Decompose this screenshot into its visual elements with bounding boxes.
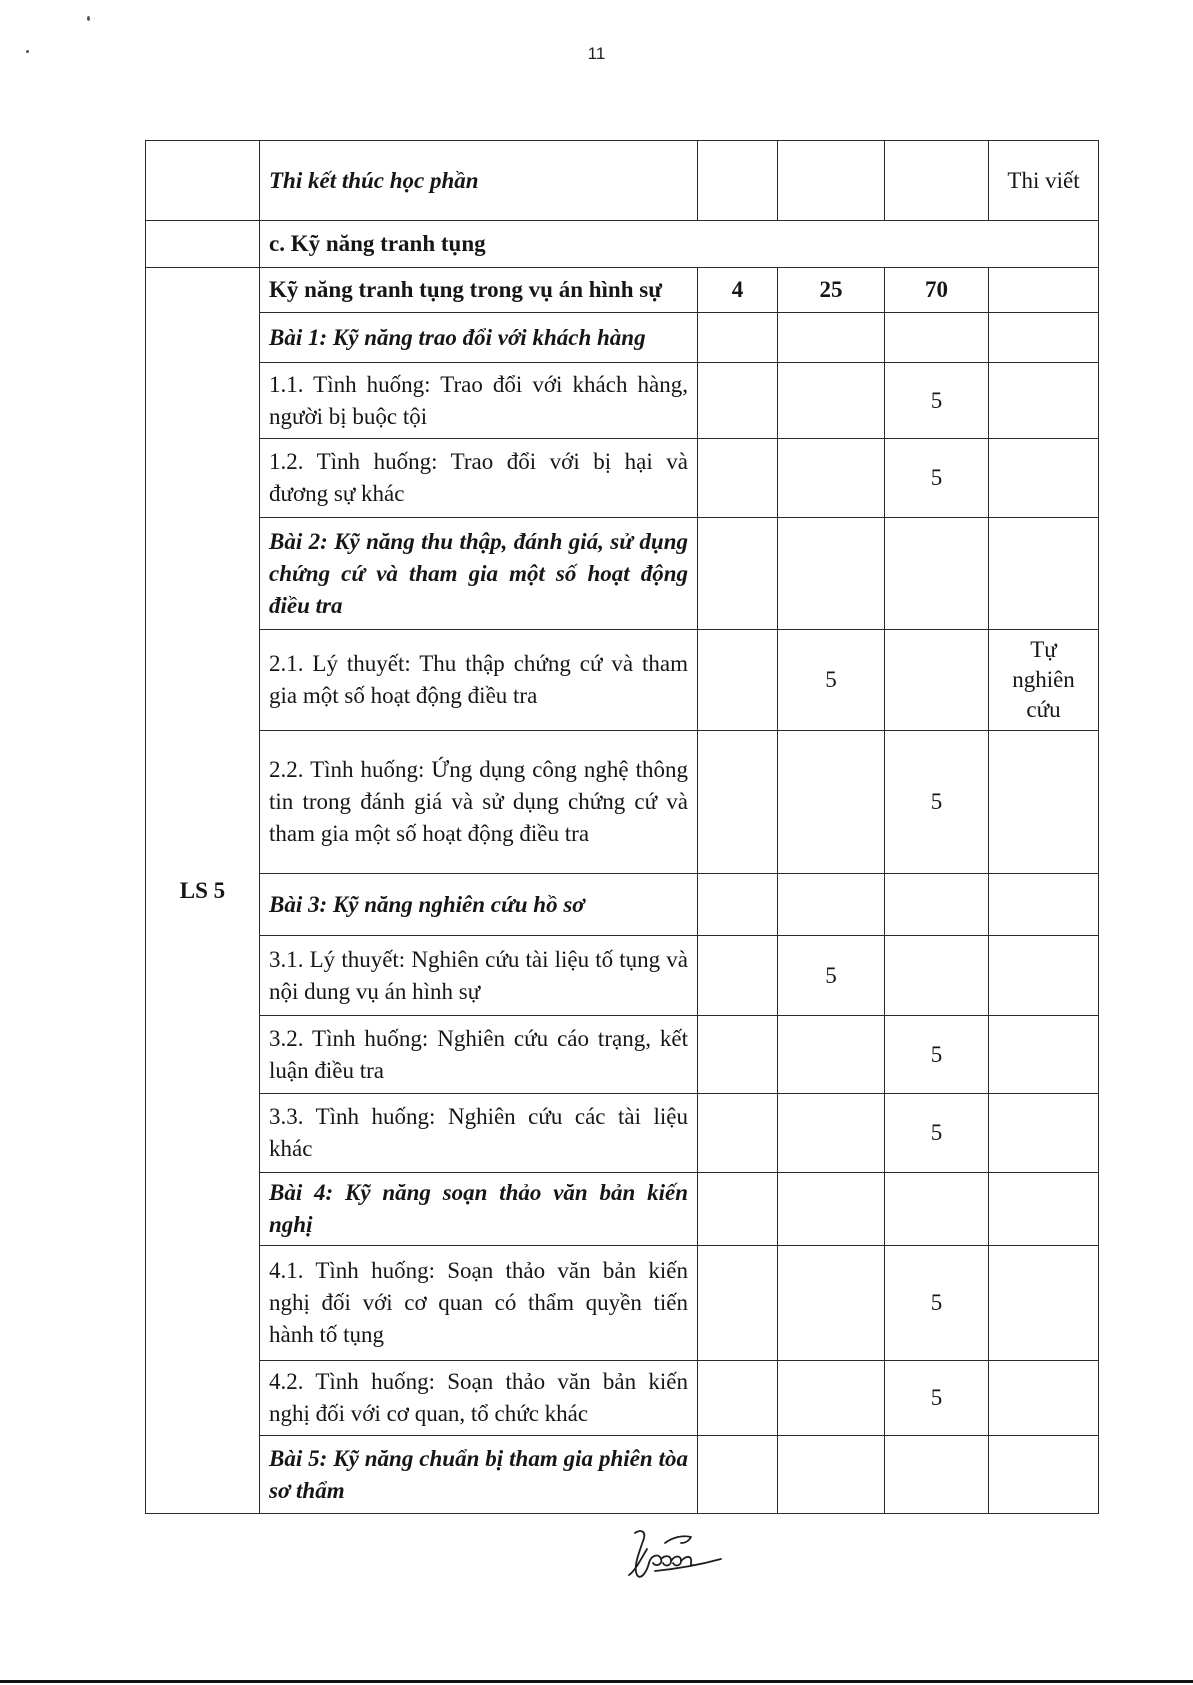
exam-note: Thi viết [989, 141, 1099, 221]
page-number: 11 [587, 44, 606, 63]
practice-cell [885, 141, 989, 221]
course-title: Kỹ năng tranh tụng trong vụ án hình sự [260, 268, 698, 313]
table-row [146, 221, 1099, 268]
theory-hours: 5 [778, 936, 885, 1016]
scan-speck [87, 16, 90, 21]
practice-hours: 5 [885, 1361, 989, 1436]
scan-speck [26, 50, 29, 53]
table-row [146, 268, 1099, 313]
table-row [146, 1361, 1099, 1436]
course-code: LS 5 [146, 268, 260, 1514]
table-row [146, 936, 1099, 1016]
table-row [146, 1246, 1099, 1361]
lesson-item: 2.1. Lý thuyết: Thu thập chứng cứ và tham gia một số hoạt động điều tra [260, 630, 698, 731]
table-row [146, 518, 1099, 630]
lesson-item: 2.2. Tình huống: Ứng dụng công nghệ thông tin trong đánh giá và sử dụng chứng cứ và tham gia một số hoạt động điều tra [260, 731, 698, 874]
lesson-heading: Bài 5: Kỹ năng chuẩn bị tham gia phiên tòa sơ thẩm [260, 1436, 698, 1514]
practice-hours: 5 [885, 731, 989, 874]
signature-icon [625, 1525, 735, 1587]
lesson-item: 4.2. Tình huống: Soạn thảo văn bản kiến nghị đối với cơ quan, tổ chức khác [260, 1361, 698, 1436]
course-practice-hours: 70 [885, 268, 989, 313]
lesson-heading: Bài 3: Kỹ năng nghiên cứu hồ sơ [260, 874, 698, 936]
syllabus-table [145, 140, 1099, 1514]
bottom-edge [0, 1680, 1193, 1683]
table-row [146, 313, 1099, 363]
lesson-heading: Bài 2: Kỹ năng thu thập, đánh giá, sử dụng chứng cứ và tham gia một số hoạt động điều tra [260, 518, 698, 630]
table-row [146, 363, 1099, 439]
table-row [146, 439, 1099, 518]
course-credits: 4 [698, 268, 778, 313]
lesson-heading: Bài 4: Kỹ năng soạn thảo văn bản kiến nghị [260, 1173, 698, 1246]
lesson-item: 3.3. Tình huống: Nghiên cứu các tài liệu khác [260, 1094, 698, 1173]
practice-hours: 5 [885, 363, 989, 439]
table-row [146, 1016, 1099, 1094]
exam-label: Thi kết thúc học phần [260, 141, 698, 221]
credits-cell [698, 141, 778, 221]
table-row [146, 141, 1099, 221]
practice-hours: 5 [885, 1094, 989, 1173]
lesson-item: 1.2. Tình huống: Trao đổi với bị hại và đương sự khác [260, 439, 698, 518]
lesson-item: 1.1. Tình huống: Trao đổi với khách hàng, người bị buộc tội [260, 363, 698, 439]
lesson-item: 3.1. Lý thuyết: Nghiên cứu tài liệu tố tụng và nội dung vụ án hình sự [260, 936, 698, 1016]
practice-hours: 5 [885, 1246, 989, 1361]
table-row [146, 731, 1099, 874]
practice-hours: 5 [885, 1016, 989, 1094]
lesson-item: 4.1. Tình huống: Soạn thảo văn bản kiến nghị đối với cơ quan có thẩm quyền tiến hành tố tụng [260, 1246, 698, 1361]
code-cell [146, 141, 260, 221]
theory-hours: 5 [778, 630, 885, 731]
theory-cell [778, 141, 885, 221]
table-row [146, 1173, 1099, 1246]
table-row [146, 1436, 1099, 1514]
section-heading: c. Kỹ năng tranh tụng [260, 221, 1099, 268]
lesson-item: 3.2. Tình huống: Nghiên cứu cáo trạng, kết luận điều tra [260, 1016, 698, 1094]
table-row [146, 1094, 1099, 1173]
code-cell [146, 221, 260, 268]
note-cell [989, 268, 1099, 313]
table-row [146, 630, 1099, 731]
table-row [146, 874, 1099, 936]
practice-hours: 5 [885, 439, 989, 518]
lesson-note: Tự nghiên cứu [989, 630, 1099, 731]
course-theory-hours: 25 [778, 268, 885, 313]
lesson-heading: Bài 1: Kỹ năng trao đổi với khách hàng [260, 313, 698, 363]
